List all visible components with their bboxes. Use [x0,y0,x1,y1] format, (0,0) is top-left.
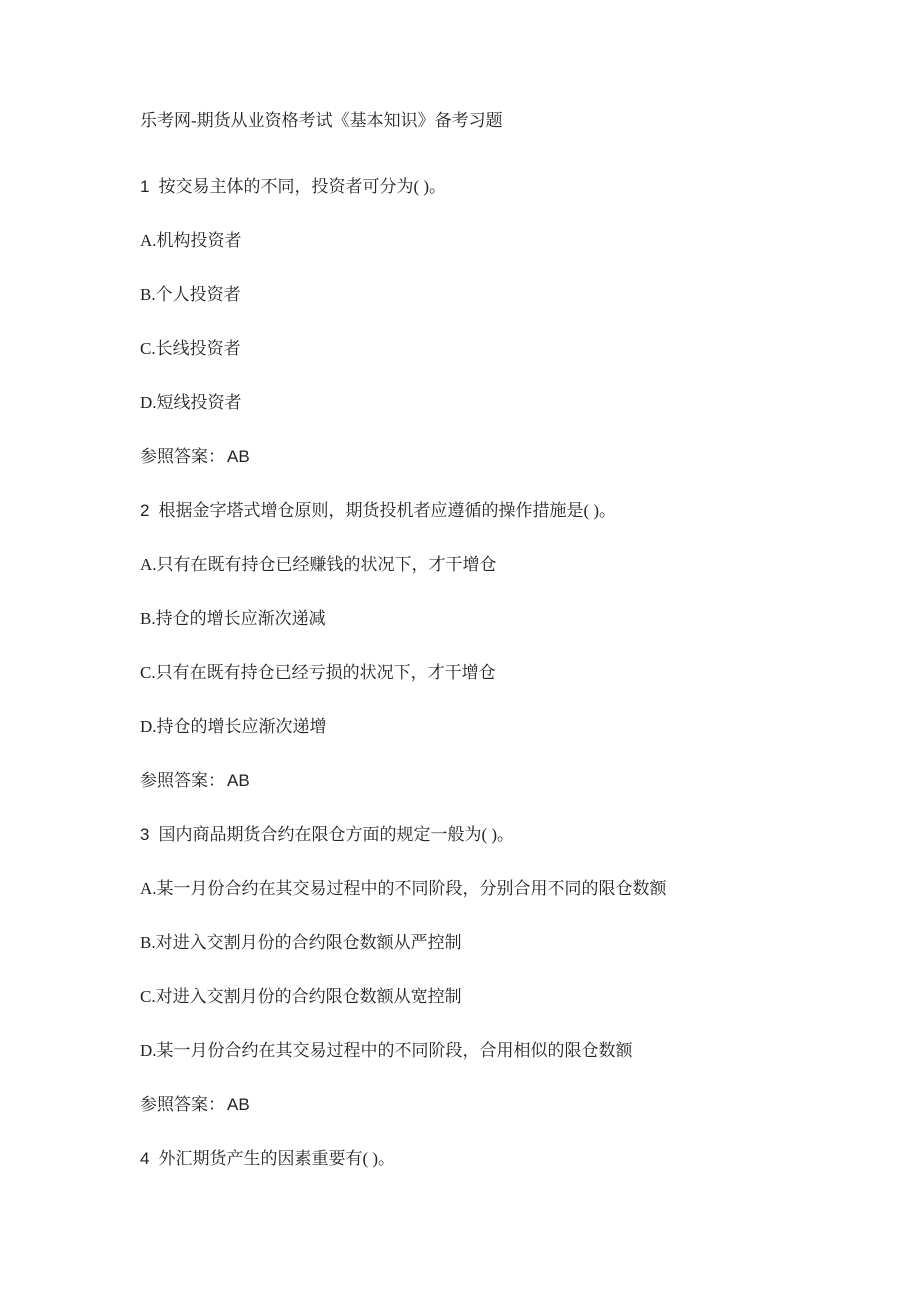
question-4-line [140,1150,800,1168]
question-3-line [140,826,800,844]
question-3-option-b: B.对进入交割月份的合约限仓数额从严控制 [140,933,462,952]
question-1-answer-label: 参照答案： [140,447,225,466]
question-3-answer-label: 参照答案： [140,1095,225,1114]
question-2-text: 根据金字塔式增仓原则，期货投机者应遵循的操作措施是( )。 [158,501,617,520]
question-3-answer-line [140,1096,800,1114]
question-2-option-d: D.持仓的增长应渐次递增 [140,717,327,736]
question-2-answer-value: AB [227,771,250,790]
question-3-answer-value: AB [227,1095,250,1114]
question-1-option-b: B.个人投资者 [140,285,241,304]
question-3-option-d: D.某一月份合约在其交易过程中的不同阶段，合用相似的限仓数额 [140,1041,633,1060]
question-2-answer-line [140,772,800,790]
question-1-option-c: C.长线投资者 [140,339,241,358]
question-1-answer-value: AB [227,447,250,466]
question-2-option-b: B.持仓的增长应渐次递减 [140,609,326,628]
question-2-answer-label: 参照答案： [140,771,225,790]
question-3-number: 3 [140,825,150,844]
question-3-option-a: A.某一月份合约在其交易过程中的不同阶段，分别合用不同的限仓数额 [140,879,667,898]
question-4-text: 外汇期货产生的因素重要有( )。 [158,1149,396,1168]
question-1-line [140,178,800,196]
question-4-number: 4 [140,1149,150,1168]
question-2-option-a: A.只有在既有持仓已经赚钱的状况下，才干增仓 [140,555,497,574]
question-1-option-a: A.机构投资者 [140,231,242,250]
question-3-text: 国内商品期货合约在限仓方面的规定一般为( )。 [158,825,515,844]
document-title: 乐考网-期货从业资格考试《基本知识》备考习题 [140,111,503,130]
question-1-number: 1 [140,177,150,196]
question-3-option-c: C.对进入交割月份的合约限仓数额从宽控制 [140,987,462,1006]
question-1-text: 按交易主体的不同，投资者可分为( )。 [158,177,447,196]
question-2-number: 2 [140,501,150,520]
question-1-option-d: D.短线投资者 [140,393,242,412]
question-1-answer-line [140,448,800,466]
question-2-line [140,502,800,520]
question-2-option-c: C.只有在既有持仓已经亏损的状况下，才干增仓 [140,663,496,682]
